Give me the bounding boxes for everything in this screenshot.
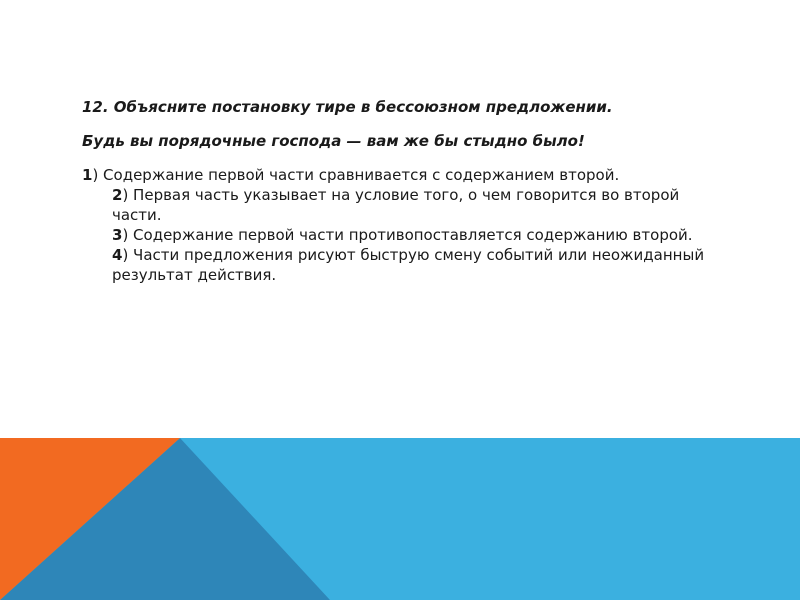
answer-option-3 — [82, 225, 722, 245]
answer-option-1 — [82, 165, 722, 185]
answer-option-2 — [82, 185, 722, 225]
option-text: ) Части предложения рисуют быструю смену событий или неожиданный результат действия. — [112, 246, 705, 284]
decorative-footer-shapes — [0, 438, 800, 600]
example-sentence: Будь вы порядочные господа — вам же бы стыдно было! — [82, 132, 585, 150]
answer-options — [82, 165, 722, 285]
option-text: ) Первая часть указывает на условие того, о чем говорится во второй части. — [112, 186, 680, 224]
option-number: 1 — [82, 166, 93, 184]
option-number: 2 — [112, 186, 123, 204]
option-text: ) Содержание первой части противопоставляется содержанию второй. — [122, 226, 693, 244]
question-heading: 12. Объясните постановку тире в бессоюзном предложении. — [82, 98, 613, 116]
option-text: ) Содержание первой части сравнивается с содержанием второй. — [92, 166, 620, 184]
option-number: 4 — [112, 246, 123, 264]
answer-option-4 — [82, 245, 722, 285]
option-number: 3 — [112, 226, 123, 244]
slide-content — [82, 97, 722, 285]
